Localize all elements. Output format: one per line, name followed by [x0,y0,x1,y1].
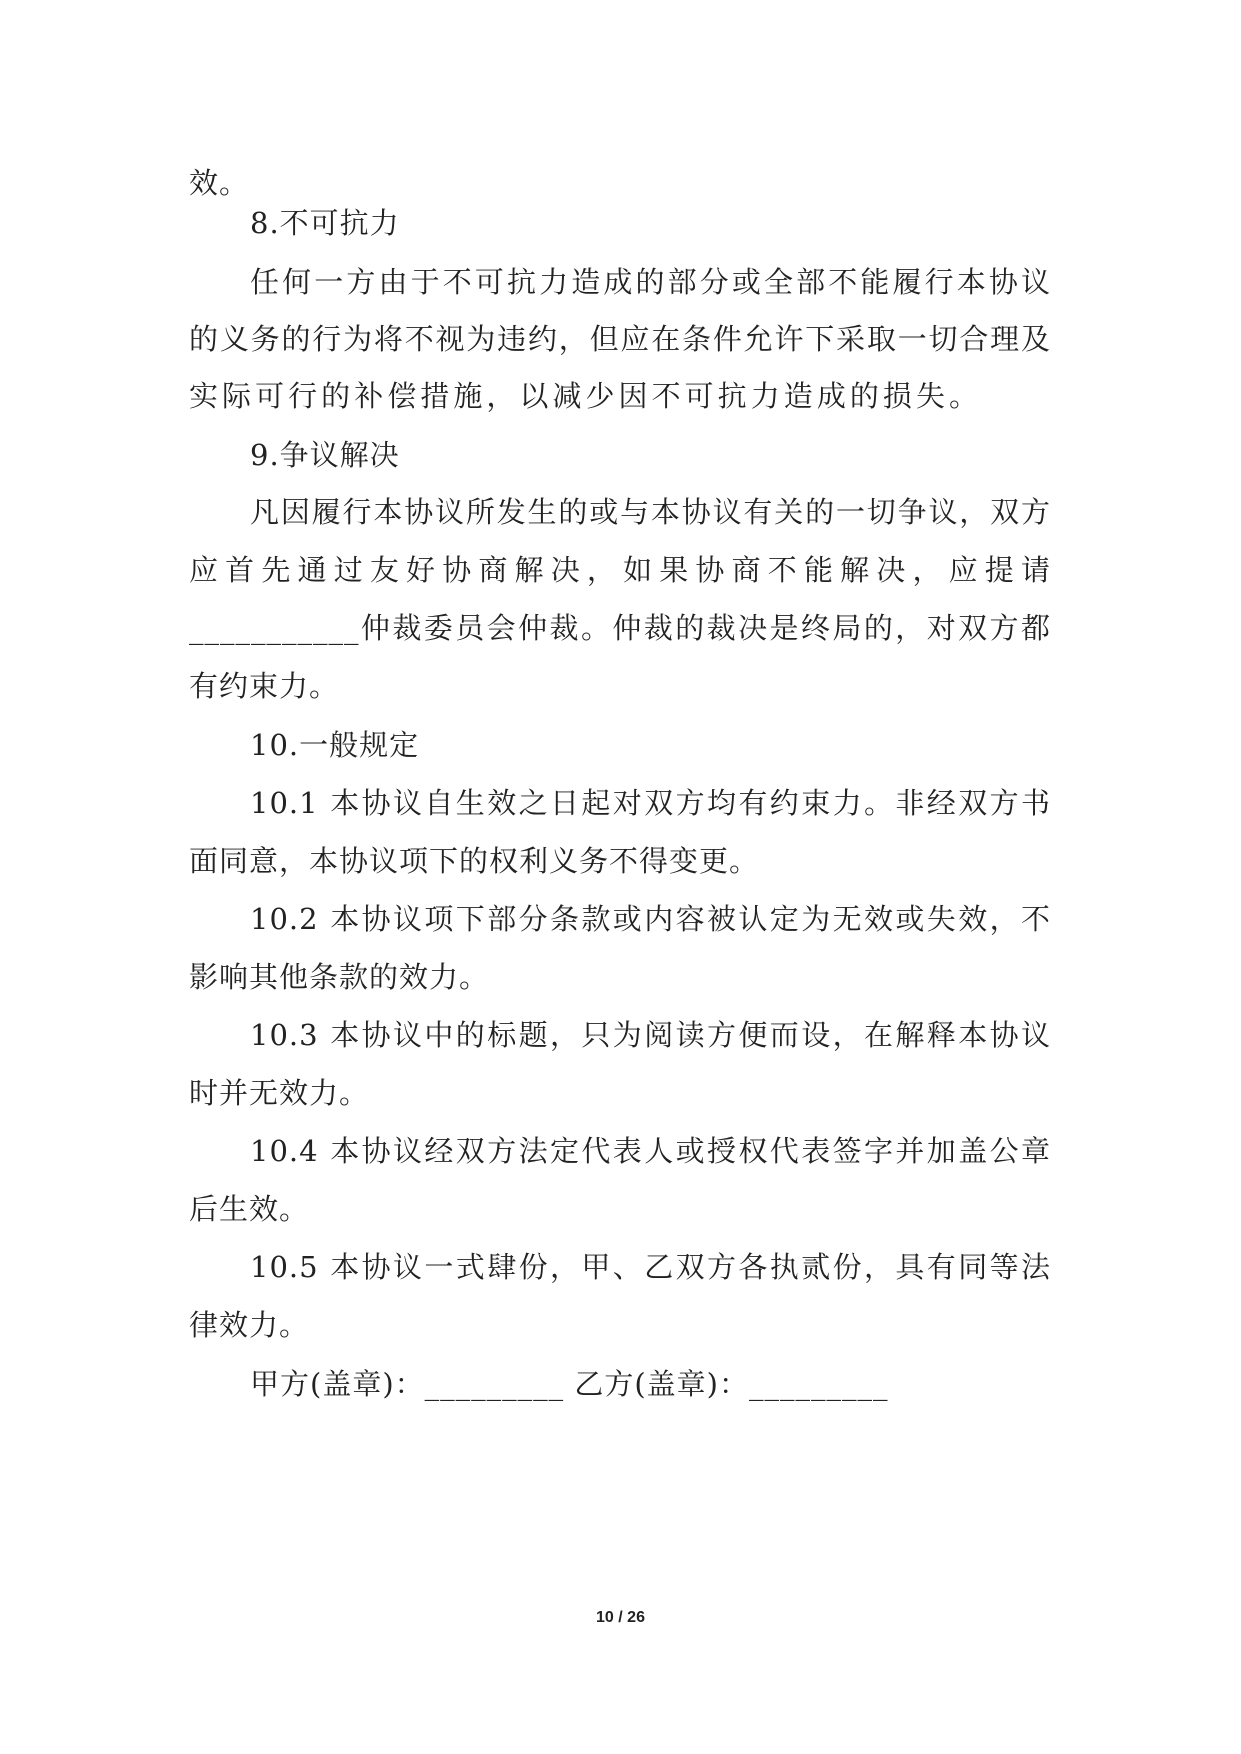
clause-10-3-line: 时并无效力。 [189,1076,370,1110]
paragraph-line: 任何一方由于不可抗力造成的部分或全部不能履行本协议 [250,265,1051,299]
paragraph-line: 应首先通过友好协商解决，如果协商不能解决，应提请 [189,553,1051,587]
clause-10-2-line: 影响其他条款的效力。 [189,960,490,994]
signature-line: 甲方(盖章)：_________ 乙方(盖章)：_________ [250,1367,889,1401]
paragraph-line: 效。 [189,166,250,200]
clause-10-2-line: 10.2 本协议项下部分条款或内容被认定为无效或失效，不 [250,902,1051,936]
clause-10-5-line: 10.5 本协议一式肆份，甲、乙双方各执贰份，具有同等法 [250,1250,1051,1284]
paragraph-line: 凡因履行本协议所发生的或与本协议有关的一切争议，双方 [250,495,1051,529]
clause-10-1-line: 10.1 本协议自生效之日起对双方均有约束力。非经双方书 [250,786,1051,820]
clause-10-1-line: 面同意，本协议项下的权利义务不得变更。 [189,844,760,878]
section-heading-dispute-resolution: 9.争议解决 [250,438,400,472]
page-number: 10 / 26 [596,1609,645,1626]
clause-10-4-line: 10.4 本协议经双方法定代表人或授权代表签字并加盖公章 [250,1134,1051,1168]
clause-10-5-line: 律效力。 [189,1308,310,1342]
paragraph-line: 实际可行的补偿措施，以减少因不可抗力造成的损失。 [189,379,979,413]
section-heading-force-majeure: 8.不可抗力 [250,206,400,240]
paragraph-line-arbitration-blank: ___________仲裁委员会仲裁。仲裁的裁决是终局的，对双方都 [189,611,1051,645]
clause-10-3-line: 10.3 本协议中的标题，只为阅读方便而设，在解释本协议 [250,1018,1051,1052]
clause-10-4-line: 后生效。 [189,1192,310,1226]
paragraph-line: 的义务的行为将不视为违约，但应在条件允许下采取一切合理及 [189,322,1051,356]
paragraph-line: 有约束力。 [189,669,340,703]
section-heading-general-provisions: 10.一般规定 [250,728,420,762]
